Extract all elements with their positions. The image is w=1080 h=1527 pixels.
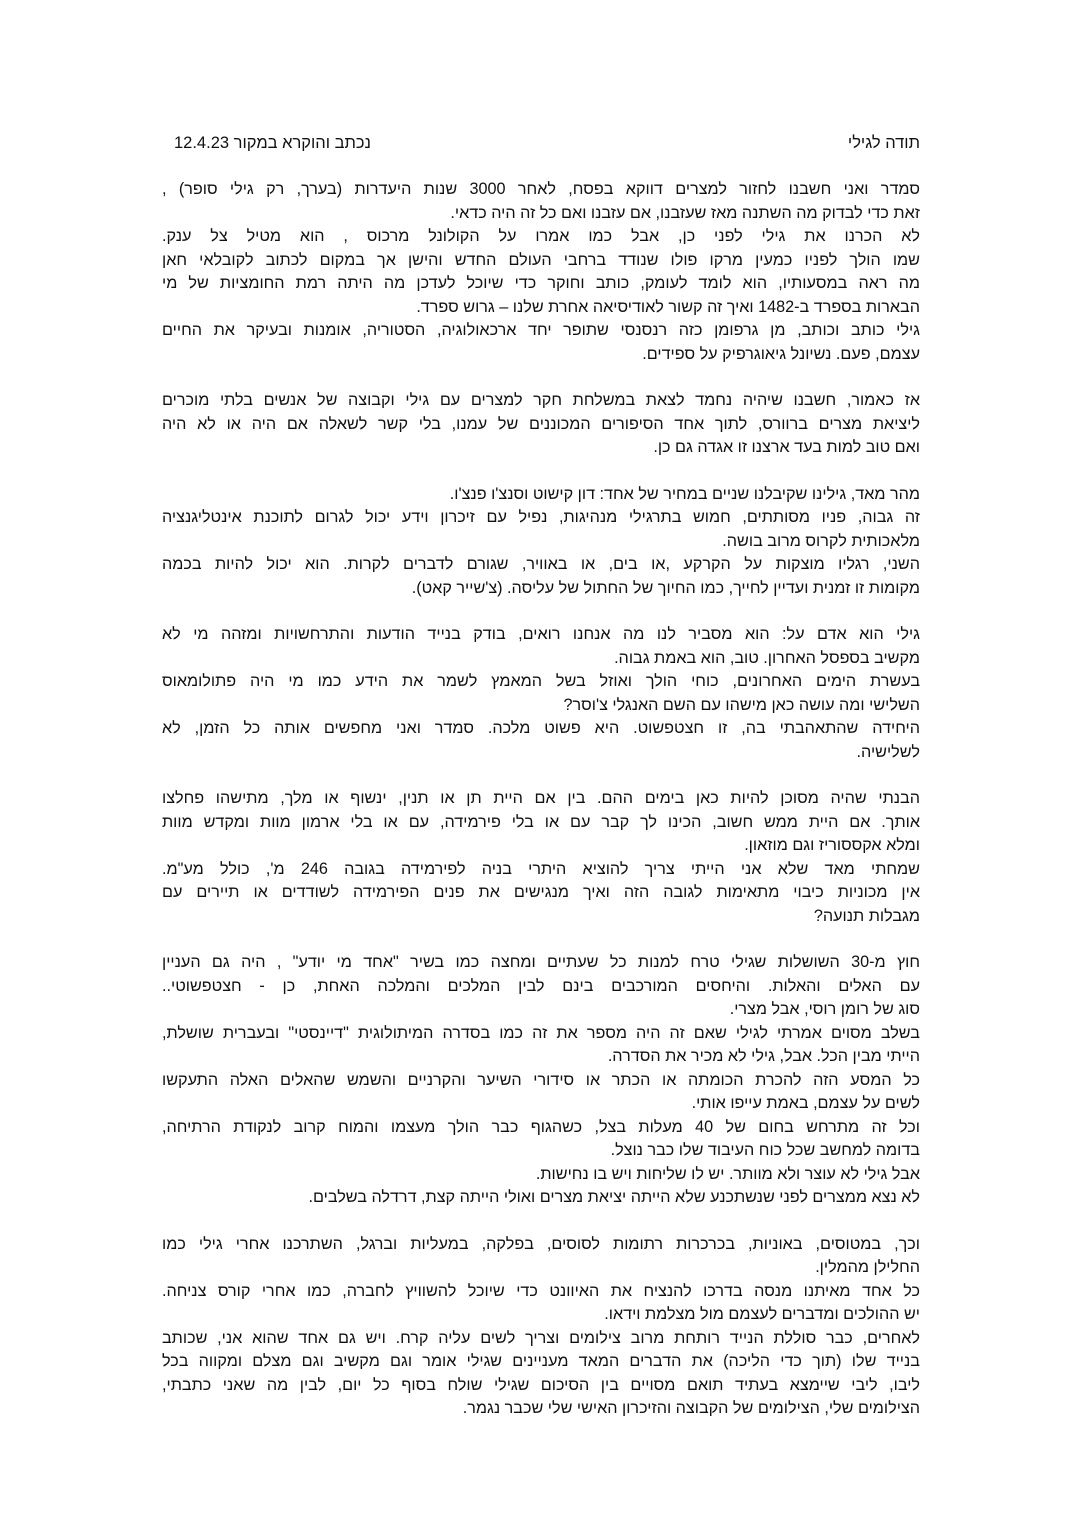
text-line: גילי הוא אדם על: הוא מסביר לנו מה אנחנו רואים, בודק בנייד הודעות והתרחשויות ומזהה מי לא xyxy=(162,625,920,643)
written-date-note: נכתב והוקרא במקור 12.4.23 xyxy=(174,134,371,152)
text-line: ואם טוב למות בעד ארצנו זו אגדה גם כן. xyxy=(653,438,920,456)
text-line: זאת כדי לבדוק מה השתנה מאז שעזבנו, אם עזבנו ואם כל זה היה כדאי. xyxy=(450,203,920,222)
text-line: הצילומים שלי, הצילומים של הקבוצה והזיכרון האישי שלי שכבר נגמר. xyxy=(462,1399,920,1417)
text-line: היחידה שהתאהבתי בה, זו חצטפשוט. היא פשוט מלכה. סמדר ואני מחפשים אותה כל הזמן, לא xyxy=(162,719,920,737)
text-line: כל אחד מאיתנו מנסה בדרכו להנציח את האיוונט כדי שיוכל להשוויץ לחברה, כמו אחרי קורס צניחה. xyxy=(162,1281,920,1300)
text-line: החלילן מהמלין. xyxy=(815,1258,920,1276)
text-line: הבנתי שהיה מסוכן להיות כאן בימים ההם. בין אם היית תן או תנין, ינשוף או מלך, מתישהו פחלצו xyxy=(162,789,920,807)
paragraph xyxy=(162,623,920,764)
letter-header xyxy=(162,132,920,158)
text-line: הייתי מבין הכל. אבל, גילי לא מכיר את הסדרה. xyxy=(607,1047,920,1065)
text-line: אותך. אם היית ממש חשוב, הכינו לך קבר עם או בלי פירמידה, עם או בלי ארמון מוות ומקדש מוות xyxy=(162,812,920,831)
text-line: ומלא אקססוריז וגם מוזאון. xyxy=(744,836,920,854)
letter-body xyxy=(162,132,920,1444)
text-line: עם האלים והאלות. והיחסים המורכבים בינם לבין המלכים והמלכה האחת, כן - חצטפשוטי.. xyxy=(162,976,920,995)
text-line: כל המסע הזה להכרת הכומתה או הכתר או סידורי השיער והקרניים והשמש שהאלים האלה התעקשו xyxy=(162,1070,920,1089)
text-line: לא הכרנו את גילי לפני כן, אבל כמו אמרו על הקולונל מרכוס , הוא מטיל צל ענק. xyxy=(162,227,920,245)
text-line: זה גבוה, פניו מסותתים, חמוש בתרגילי מנהיגות, נפיל עם זיכרון וידע יכול לגרום לתוכנת אינטליגנציה xyxy=(162,508,920,526)
text-line: סוג של רומן רוסי, אבל מצרי. xyxy=(729,1000,920,1018)
paragraph xyxy=(162,787,920,928)
text-line: שמחתי מאד שלא אני הייתי צריך להוציא היתרי בניה לפירמידה בגובה 246 מ', כולל מע"מ. xyxy=(162,859,920,878)
text-line: השני, רגליו מוצקות על הקרקע ,או בים, או באוויר, שגורם לדברים לקרות. הוא יכול להיות בכמה xyxy=(162,555,920,573)
text-line: השלישי ומה עושה כאן מישהו עם השם האנגלי צ'וסר? xyxy=(563,695,920,714)
text-line: מה ראה במסעותיו, הוא לומד לעומק, כותב וחוקר כדי שיוכל לעדכן מה היתה רמת החומציות של מי xyxy=(162,274,920,292)
paragraphs-container xyxy=(162,178,920,1421)
text-line: ליציאת מצרים ברוורס, לתוך אחד הסיפורים המכוננים של עמנו, בלי קשר לשאלה אם היה או לא היה xyxy=(162,414,920,433)
paragraph xyxy=(162,1233,920,1421)
text-line: בנייד שלו (תוך כדי הליכה) את הדברים המאד מעניינים שגילי אומר וגם מקשיב וגם מצלם ומקווה בכל xyxy=(162,1352,920,1370)
text-line: מגבלות תנועה? xyxy=(813,906,920,925)
text-line: בעשרת הימים האחרונים, כוחי הולך ואוזל בשל המאמץ לשמר את הידע כמו מי היה פתולומאוס xyxy=(162,672,920,690)
text-line: ליבו, ליבי שיימצא בעתיד תואם מסויים בין הסיכום שגילי שולח בסוף כל יום, לבין מה שאני כתבתי, xyxy=(162,1375,920,1394)
letter-title: תודה לגילי xyxy=(847,134,920,152)
text-line: עצמם, פעם. נשיונל גיאוגרפיק על ספידים. xyxy=(642,344,920,363)
text-line: אז כאמור, חשבנו שיהיה נחמד לצאת במשלחת חקר למצרים עם גילי וקבוצה של אנשים בלתי מוכרים xyxy=(162,391,920,409)
text-line: יש ההולכים ומדברים לעצמם מול מצלמת וידאו. xyxy=(604,1305,920,1323)
text-line: בדומה למחשב שכל כוח העיבוד שלו כבר נוצל. xyxy=(610,1141,920,1159)
paragraph xyxy=(162,178,920,366)
text-line: בשלב מסוים אמרתי לגילי שאם זה היה מספר את זה כמו בסדרה המיתולוגית "דיינסטי" ובעברית שושלת, xyxy=(162,1023,920,1042)
text-line: מקומות זו זמנית ועדיין לחייך, כמו החיוך של החתול של עליסה. (צ'שייר קאט). xyxy=(411,578,920,597)
text-line: אבל גילי לא עוצר ולא מוותר. יש לו שליחות ויש בו נחישות. xyxy=(535,1164,920,1183)
text-line: וכל זה מתרחש בחום של 40 מעלות בצל, כשהגוף כבר הולך מעצמו והמוח קרוב לנקודת הרתיחה, xyxy=(162,1117,920,1136)
text-line: מלאכותית לקרוס מרוב בושה. xyxy=(722,531,920,550)
text-line: סמדר ואני חשבנו לחזור למצרים דווקא בפסח, לאחר 3000 שנות היעדרות (בערך, רק גילי סופר) , xyxy=(162,180,920,198)
text-line: לאחרים, כבר סוללת הנייד רותחת מרוב צילומים וצריך לשים עליה קרח. ויש גם אחד שהוא אני, שכותב xyxy=(162,1328,920,1347)
text-line: לא נצא ממצרים לפני שנשתכנע שלא הייתה יציאת מצרים ואולי הייתה קצת, דרדלה בשלבים. xyxy=(308,1188,920,1206)
text-line: חוץ מ-30 השושלות שגילי טרח למנות כל שעתיים ומחצה כמו בשיר "אחד מי יודע" , היה גם העניין xyxy=(162,953,920,971)
text-line: אין מכוניות כיבוי מתאימות לגובה הזה ואיך מנגישים את פנים הפירמידה לשודדים או תיירים עם xyxy=(162,883,920,901)
text-line: לשים על עצמם, באמת עייפו אותי. xyxy=(691,1094,920,1112)
text-line: וכך, במטוסים, באוניות, בכרכרות רתומות לסוסים, בפלקה, במעליות וברגל, השתרכנו אחרי גילי כמו xyxy=(162,1234,920,1253)
paragraph xyxy=(162,389,920,460)
text-line: גילי כותב וכותב, מן גרפומן כזה רנסנסי שתופר יחד ארכאולוגיה, הסטוריה, אומנות ובעיקר את החיים xyxy=(162,321,920,339)
paragraph xyxy=(162,483,920,601)
text-line: הבארות בספרד ב-1482 ואיך זה קשור לאודיסיאה אחרת שלנו – גרוש ספרד. xyxy=(416,297,920,316)
text-line: שמו הולך לפניו כמעין מרקו פולו שנודד ברחבי העולם החדש והישן אך במקום לכתוב לקובלאי חאן xyxy=(162,250,920,269)
text-line: מהר מאד, גילינו שקיבלנו שניים במחיר של אחד: דון קישוט וסנצ'ו פנצ'ו. xyxy=(449,484,920,503)
text-line: לשלישיה. xyxy=(856,742,920,761)
paragraph xyxy=(162,951,920,1210)
text-line: מקשיב בספסל האחרון. טוב, הוא באמת גבוה. xyxy=(614,648,920,667)
